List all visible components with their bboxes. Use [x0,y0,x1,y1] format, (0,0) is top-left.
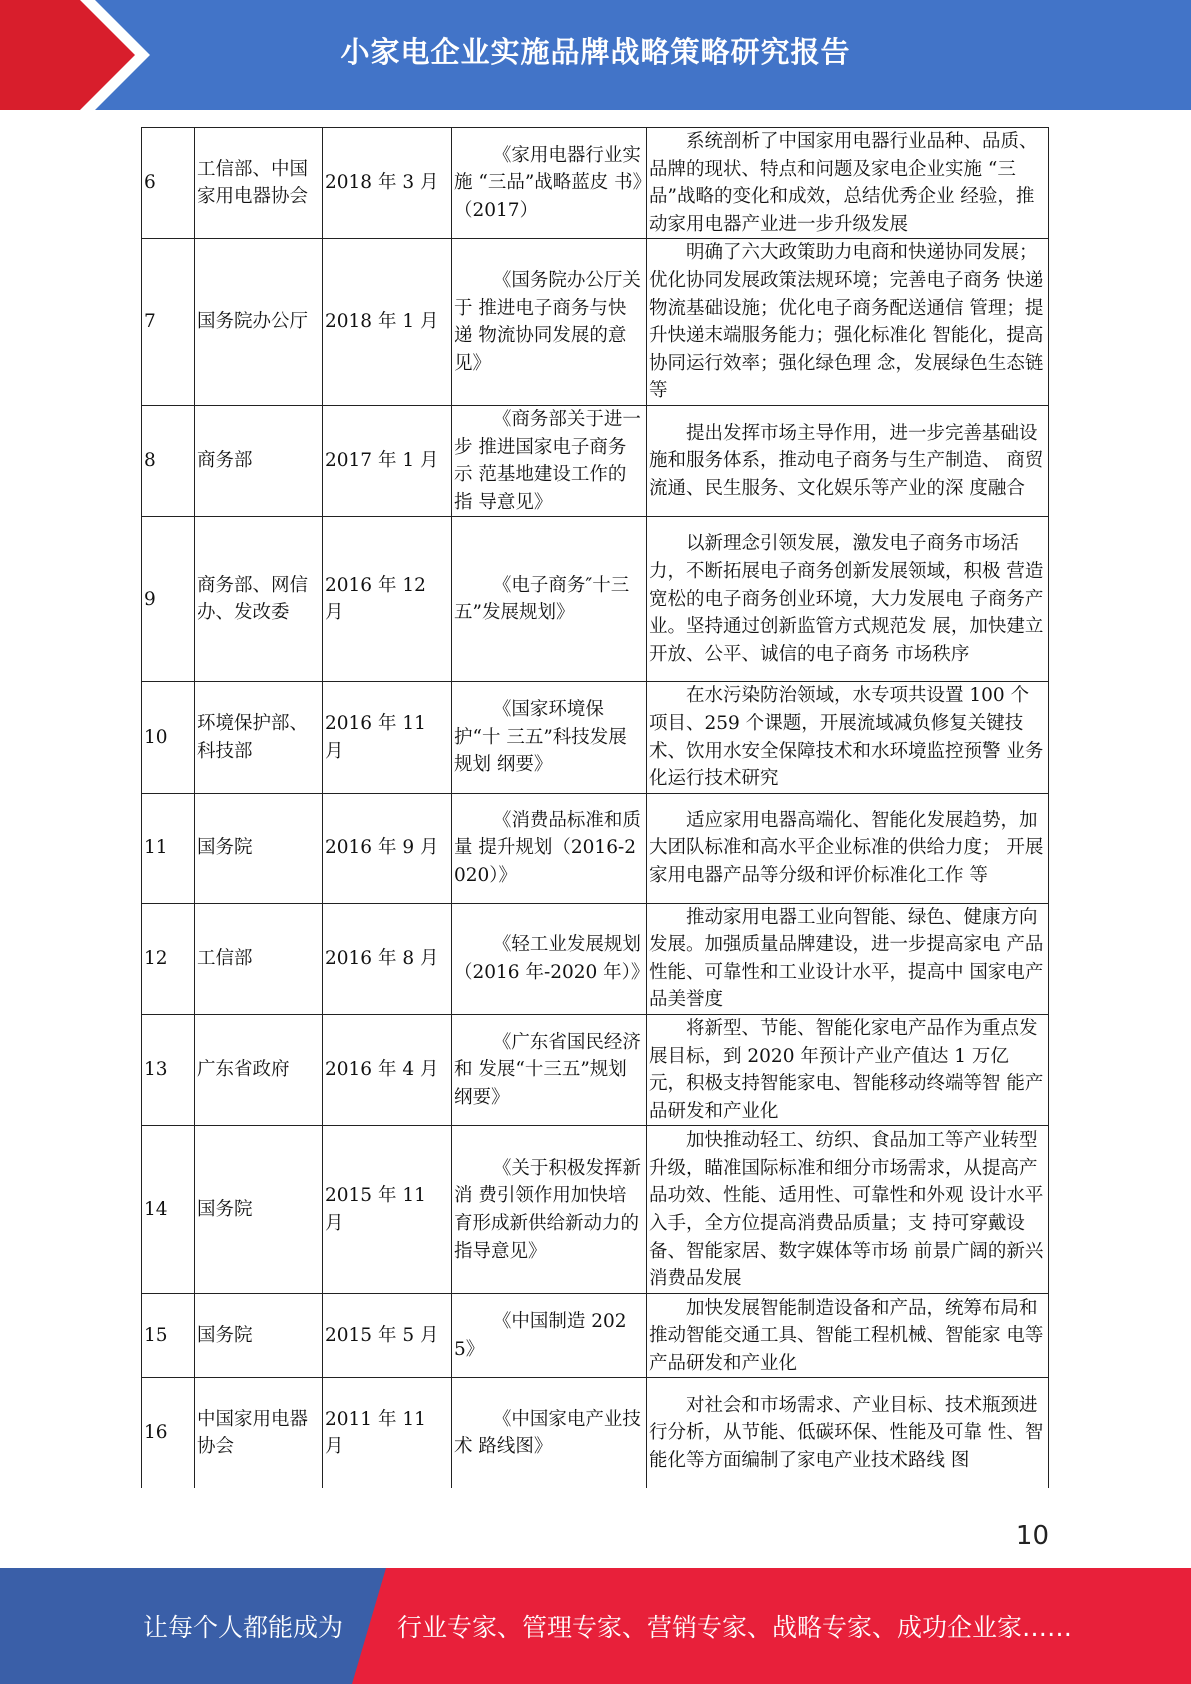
issuing-department-cell [195,239,323,406]
document-summary-cell [647,128,1049,239]
issue-date-cell [323,405,452,516]
document-summary: 明确了六大政策助力电商和快递协同发展；优化协同发展政策法规环境；完善电子商务 快递物流基础设施；优化电子商务配送通信 管理；提升快递末端服务能力；强化标准化 智能化，提高协同运行效率；强化绿色理 念，发展绿色生态链等 [649,242,1044,402]
issue-date-cell [323,1378,452,1488]
row-number: 16 [144,1422,168,1444]
issue-date-cell [323,793,452,903]
row-number-cell [142,793,195,903]
row-number: 6 [144,172,156,194]
issuing-department: 工信部 [197,948,253,970]
document-title: 《广东省国民经济和 发展“十三五”规划 纲要》 [454,1031,641,1109]
issuing-department-cell [195,682,323,793]
issue-date: 2016 年 8 月 [325,948,439,970]
issue-date: 2016 年 12 月 [325,574,426,624]
issuing-department: 国务院 [197,1325,253,1347]
document-title: 《中国家电产业技术 路线图》 [454,1408,641,1458]
document-summary: 适应家用电器高端化、智能化发展趋势，加大团队标准和高水平企业标准的供给力度； 开展家用电器产品等分级和评价标准化工作 等 [649,809,1044,886]
row-number-cell [142,1126,195,1294]
document-title-cell [452,1126,647,1294]
issue-date: 2015 年 11 月 [325,1185,426,1234]
document-title-cell [452,1294,647,1378]
row-number-cell [142,682,195,793]
document-title: 《中国制造 2025》 [454,1311,627,1360]
document-summary: 加快发展智能制造设备和产品，统筹布局和推动智能交通工具、智能工程机械、智能家 电等产品研发和产业化 [649,1297,1044,1374]
page-number: 10 [1015,1521,1049,1551]
row-number-cell [142,405,195,516]
document-title: 《家用电器行业实施 “三品”战略蓝皮 书》（2017） [454,144,642,221]
issuing-department-cell [195,517,323,682]
footer-slogan-right: 行业专家、管理专家、营销专家、战略专家、成功企业家…… [397,1613,1073,1642]
table-row [142,682,1049,793]
document-title-cell [452,793,647,903]
document-summary-cell [647,903,1049,1014]
issue-date-cell [323,1126,452,1294]
document-title: 《关于积极发挥新消 费引领作用加快培育形成新供给新动力的 指导意见》 [454,1157,641,1262]
issue-date-cell [323,239,452,406]
issuing-department: 国务院 [197,837,253,859]
policy-table [141,127,1049,1488]
document-summary: 将新型、节能、智能化家电产品作为重点发展目标，到 2020 年预计产业产值达 1 万亿 元，积极支持智能家电、智能移动终端等智 能产品研发和产业化 [649,1018,1044,1122]
document-title-cell [452,239,647,406]
document-title-cell [452,517,647,682]
row-number-cell [142,239,195,406]
document-summary-cell [647,1126,1049,1294]
row-number: 11 [144,837,168,859]
issuing-department-cell [195,1378,323,1488]
issue-date-cell [323,903,452,1014]
table-row [142,1126,1049,1294]
row-number: 12 [144,948,168,970]
issue-date: 2011 年 11 月 [325,1408,426,1458]
document-summary-cell [647,1015,1049,1126]
issue-date-cell [323,517,452,682]
document-title-cell [452,903,650,1014]
table-row [142,517,1049,682]
issue-date: 2016 年 11 月 [325,712,426,762]
document-summary: 在水污染防治领域，水专项共设置 100 个项目、259 个课题，开展流域减负修复关键技 术、饮用水安全保障技术和水环境监控预警 业务化运行技术研究 [649,685,1044,790]
row-number-cell [142,1294,195,1378]
issue-date-cell [323,682,452,793]
document-summary: 加快推动轻工、纺织、食品加工等产业转型升级，瞄准国际标准和细分市场需求，从提高产品功效、性能、适用性、可靠性和外观 设计水平入手，全方位提高消费品质量；支 持可穿戴设备、智能家居、数字媒体等市场 前景广阔的新兴消费品发展 [649,1130,1044,1290]
document-title: 《国务院办公厅关于 推进电子商务与快递 物流协同发展的意 见》 [454,269,641,374]
issuing-department-cell [195,128,323,239]
issuing-department-cell [195,405,323,516]
issuing-department: 工信部、中国家用电器协会 [197,158,309,208]
issue-date-cell [323,128,452,239]
document-summary: 系统剖析了中国家用电器行业品种、品质、品牌的现状、特点和问题及家电企业实施 “三品”战略的变化和成效，总结优秀企业 经验，推动家用电器产业进一步升级发展 [649,131,1038,235]
row-number: 7 [144,311,156,333]
document-summary-cell [647,405,1049,516]
document-summary-cell [647,682,1049,793]
table-row [142,1378,1049,1488]
issuing-department: 国务院 [197,1199,253,1221]
document-summary-cell [647,1378,1049,1488]
table-row [142,903,1049,1014]
document-summary-cell [647,517,1049,682]
page-footer [0,1568,1191,1684]
table-row [142,793,1049,903]
row-number: 9 [144,588,156,610]
row-number-cell [142,903,195,1014]
row-number: 13 [144,1059,168,1081]
row-number-cell [142,1378,195,1488]
document-summary-cell [647,1294,1049,1378]
issue-date: 2015 年 5 月 [325,1325,439,1347]
issuing-department-cell [195,1015,323,1126]
issuing-department-cell [195,1126,323,1294]
table-row [142,1015,1049,1126]
issuing-department-cell [195,793,323,903]
table-row [142,128,1049,239]
row-number-cell [142,517,195,682]
document-title-cell [452,405,647,516]
document-summary: 推动家用电器工业向智能、绿色、健康方向发展。加强质量品牌建设，进一步提高家电 产品性能、可靠性和工业设计水平，提高中 国家电产品美誉度 [649,906,1044,1011]
row-number: 10 [144,726,168,748]
document-title-cell [452,682,647,793]
issue-date: 2016 年 9 月 [325,837,439,859]
issue-date: 2017 年 1 月 [325,450,439,472]
issue-date-cell [323,1015,452,1126]
document-summary: 提出发挥市场主导作用，进一步完善基础设施和服务体系，推动电子商务与生产制造、 商贸流通、民生服务、文化娱乐等产业的深 度融合 [649,422,1044,499]
table-row [142,405,1049,516]
document-title: 《国家环境保护“十 三五”科技发展规划 纲要》 [454,699,627,776]
document-summary-cell [647,239,1049,406]
issue-date: 2018 年 3 月 [325,172,439,194]
table-row [142,239,1049,406]
issuing-department-cell [195,903,323,1014]
document-summary-cell [647,793,1049,903]
issuing-department: 国务院办公厅 [197,311,309,333]
document-title: 《商务部关于进一步 推进国家电子商务示 范基地建设工作的指 导意见》 [454,408,641,513]
footer-slogan-left: 让每个人都能成为 [143,1613,344,1642]
issuing-department-cell [195,1294,323,1378]
row-number: 14 [144,1199,168,1221]
row-number: 15 [144,1325,168,1347]
issue-date-cell [323,1294,452,1378]
page-header [0,0,1191,110]
issue-date: 2016 年 4 月 [325,1059,439,1081]
document-summary: 以新理念引领发展，激发电子商务市场活力，不断拓展电子商务创新发展领域，积极 营造宽松的电子商务创业环境，大力发展电 子商务产业。坚持通过创新监管方式规范发 展，加快建立开放、公平、诚信的电子商务 市场秩序 [649,533,1044,665]
policy-table-container [141,127,1049,1488]
document-title: 《电子商务″十三五”发展规划》 [454,574,630,624]
row-number-cell [142,128,195,239]
document-title-cell [452,1015,647,1126]
document-title-cell [452,128,647,239]
report-title: 小家电企业实施品牌战略策略研究报告 [340,35,851,69]
issue-date: 2018 年 1 月 [325,311,439,333]
table-row [142,1294,1049,1378]
issuing-department: 中国家用电器协会 [197,1408,309,1458]
document-summary: 对社会和市场需求、产业目标、技术瓶颈进行分析，从节能、低碳环保、性能及可靠 性、智能化等方面编制了家电产业技术路线 图 [649,1394,1044,1471]
issuing-department: 环境保护部、科技部 [197,712,309,762]
document-title: 《消费品标准和质量 提升规划（2016-2020）》 [454,809,641,886]
issuing-department: 商务部 [197,450,253,472]
document-title-cell [452,1378,647,1488]
issuing-department: 广东省政府 [197,1059,290,1081]
row-number: 8 [144,450,156,472]
issuing-department: 商务部、网信办、发改委 [197,574,309,624]
document-title: 《轻工业发展规划（2016 年-2020 年）》 [454,934,650,983]
row-number-cell [142,1015,195,1126]
